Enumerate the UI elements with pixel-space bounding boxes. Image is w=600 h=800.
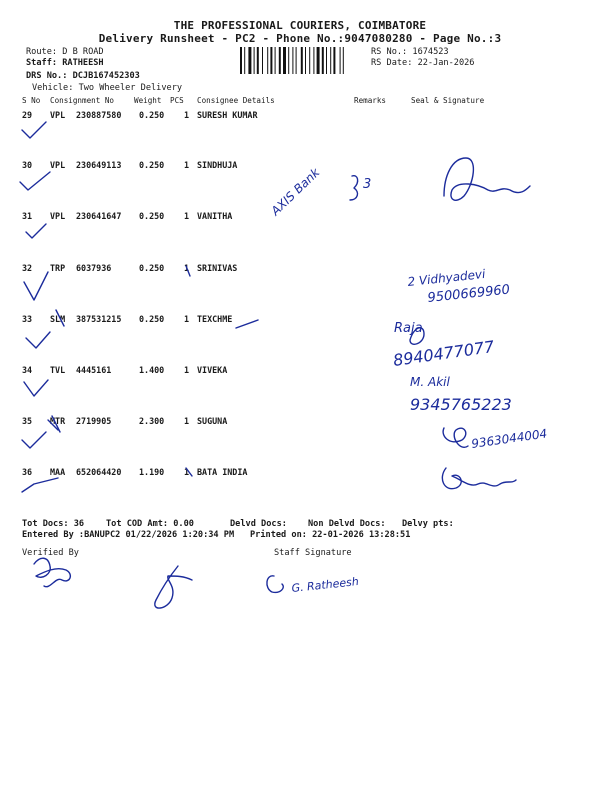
staff-label: Staff: RATHEESH: [26, 58, 104, 68]
staff-signature: [267, 576, 283, 593]
consignee-signature: [442, 468, 516, 489]
row-weight: 0.250: [139, 160, 165, 170]
staff-signature-label: Staff Signature: [274, 548, 352, 558]
delivered-docs: Delvd Docs:: [230, 519, 287, 529]
row-sno: 33: [22, 314, 33, 324]
row-prefix: SLM: [50, 314, 66, 324]
check-mark: [26, 224, 46, 238]
row-consignee: VIVEKA: [197, 365, 228, 375]
staff-signature-text: G. Ratheesh: [290, 575, 360, 595]
company-title: THE PROFESSIONAL COURIERS, COIMBATORE: [173, 19, 427, 32]
col-seal-signature: Seal & Signature: [411, 96, 485, 105]
row-consignee: TEXCHME: [197, 314, 233, 324]
row-prefix: VPL: [50, 160, 66, 170]
row-consignee: BATA INDIA: [197, 467, 248, 477]
receiver-phone: 9345765223: [410, 395, 512, 414]
row-consignment-no: 230649113: [76, 160, 122, 170]
row-pcs: 1: [184, 365, 190, 375]
row-prefix: MTR: [50, 416, 66, 426]
row-prefix: TRP: [50, 263, 66, 273]
col-weight: Weight: [134, 96, 162, 105]
row-prefix: TVL: [50, 365, 66, 375]
col-sno: S No: [22, 96, 41, 105]
consignee-signature: [444, 158, 530, 200]
row-sno: 31: [22, 211, 33, 221]
check-mark: [22, 478, 58, 492]
receiver-phone: 9363044004: [470, 426, 549, 451]
verifier-signature: [34, 558, 70, 586]
rs-number: RS No.: 1674523: [371, 47, 449, 57]
row-sno: 32: [22, 263, 33, 273]
vehicle-label: Vehicle: Two Wheeler Delivery: [32, 83, 183, 93]
entered-by: Entered By :BANUPC2 01/22/2026 1:20:34 PM: [22, 530, 235, 540]
row-weight: 2.300: [139, 416, 165, 426]
row-weight: 1.400: [139, 365, 165, 375]
row-weight: 0.250: [139, 314, 165, 324]
row-consignee: SUGUNA: [197, 416, 228, 426]
non-delivered-docs: Non Delvd Docs:: [308, 519, 386, 529]
row-consignee: SURESH KUMAR: [197, 110, 258, 120]
delivery-points: Delvy pts:: [402, 519, 454, 529]
verified-by-label: Verified By: [22, 548, 79, 558]
receiver-phone: 9500669960: [426, 282, 511, 306]
total-cod-amount: Tot COD Amt: 0.00: [106, 519, 194, 529]
row-prefix: VPL: [50, 211, 66, 221]
check-mark: [20, 172, 50, 190]
row-consignment-no: 4445161: [76, 365, 112, 375]
check-mark: [24, 380, 48, 396]
row-consignment-no: 230887580: [76, 110, 122, 120]
remark-bracket: [350, 176, 358, 200]
check-mark: [26, 332, 50, 348]
drs-number: DRS No.: DCJB167452303: [26, 71, 140, 81]
row-sno: 29: [22, 110, 33, 120]
row-consignee: SINDHUJA: [197, 160, 238, 170]
receiver-phone: 8940477077: [391, 336, 496, 370]
row-pcs: 1: [184, 263, 190, 273]
route-label: Route: D B ROAD: [26, 47, 104, 57]
row-sno: 34: [22, 365, 33, 375]
verifier-signature: [155, 566, 192, 608]
row-weight: 0.250: [139, 211, 165, 221]
row-consignment-no: 2719905: [76, 416, 112, 426]
row-consignee: VANITHA: [197, 211, 233, 221]
check-mark: [22, 432, 46, 448]
consignee-signature: [443, 428, 468, 447]
check-mark: [22, 122, 46, 138]
row-consignment-no: 6037936: [76, 263, 112, 273]
rs-date: RS Date: 22-Jan-2026: [371, 58, 475, 68]
receiver-name: M. Akil: [410, 375, 450, 389]
strike-mark: [236, 320, 258, 328]
row-pcs: 1: [184, 160, 190, 170]
strike-mark: [56, 310, 64, 326]
row-consignment-no: 652064420: [76, 467, 122, 477]
remark-number: 3: [363, 177, 372, 192]
col-remarks: Remarks: [354, 96, 387, 105]
row-consignment-no: 387531215: [76, 314, 122, 324]
row-pcs: 1: [184, 314, 190, 324]
row-pcs: 1: [184, 110, 190, 120]
receiver-name: 2 Vidhyadevi: [406, 266, 486, 289]
strike-mark: [52, 416, 60, 432]
total-docs: Tot Docs: 36: [22, 519, 85, 529]
strike-mark: [186, 468, 192, 476]
receiver-name: Raja: [394, 321, 423, 336]
row-sno: 35: [22, 416, 33, 426]
row-weight: 0.250: [139, 110, 165, 120]
col-consignment: Consignment No: [50, 96, 115, 105]
runsheet-subtitle: Delivery Runsheet - PC2 - Phone No.:9047080280 - Page No.:3: [98, 32, 502, 45]
row-prefix: MAA: [50, 467, 66, 477]
remark-axis-bank: AXIS Bank: [268, 165, 323, 219]
row-prefix: VPL: [50, 110, 66, 120]
col-consignee: Consignee Details: [197, 96, 275, 105]
row-consignment-no: 230641647: [76, 211, 122, 221]
printed-on: Printed on: 22-01-2026 13:28:51: [250, 530, 411, 540]
row-pcs: 1: [184, 467, 190, 477]
row-sno: 30: [22, 160, 33, 170]
row-weight: 0.250: [139, 263, 165, 273]
row-consignee: SRINIVAS: [197, 263, 238, 273]
strike-mark: [186, 266, 190, 276]
row-pcs: 1: [184, 416, 190, 426]
row-weight: 1.190: [139, 467, 165, 477]
row-pcs: 1: [184, 211, 190, 221]
check-mark: [24, 272, 48, 300]
col-pcs: PCS: [170, 96, 184, 105]
row-sno: 36: [22, 467, 33, 477]
